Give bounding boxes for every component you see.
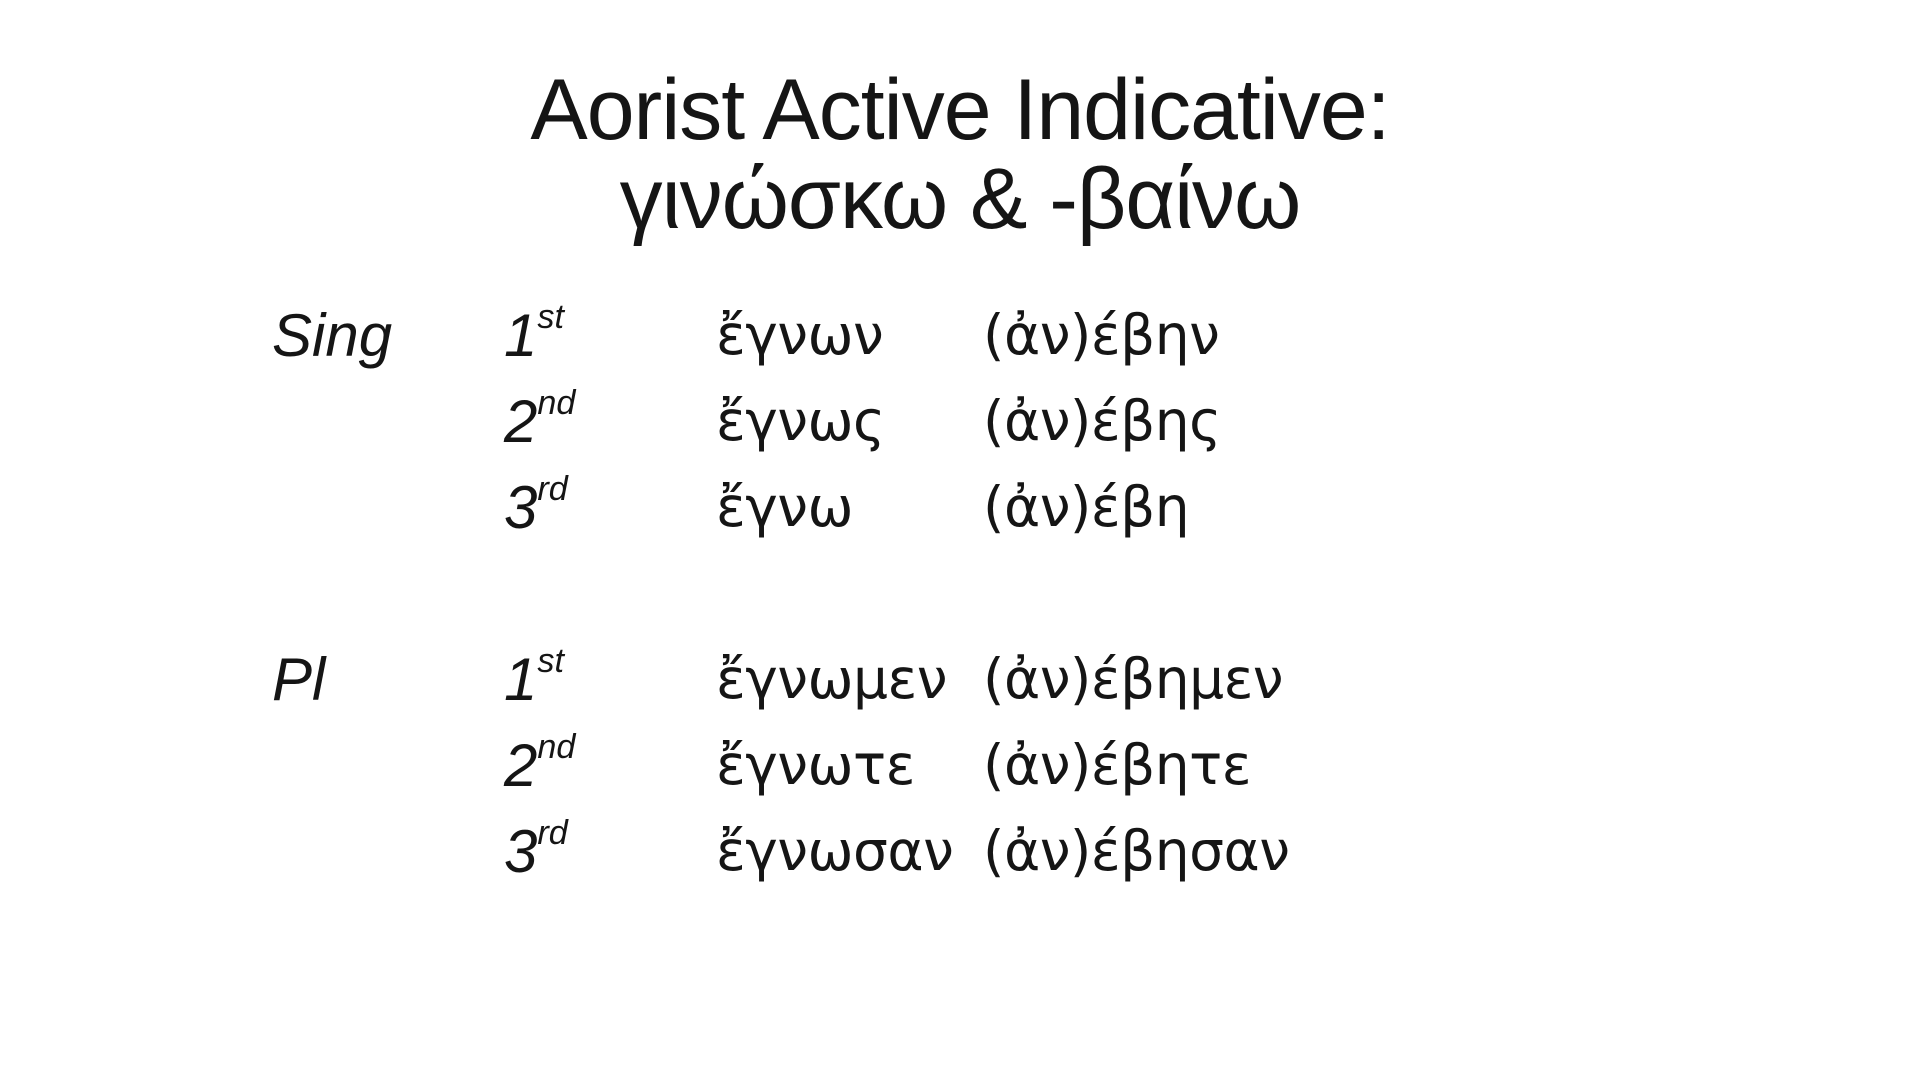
number-label-singular: Sing: [272, 301, 393, 369]
ginosko-form-3rd-sing: ἔγνω: [716, 475, 854, 539]
person-digit: 2: [504, 387, 538, 455]
ginosko-form-1st-sing: ἔγνων: [716, 303, 884, 367]
ordinal-suffix: nd: [537, 727, 576, 766]
person-label-1st-sing: [504, 292, 716, 378]
person-digit: 2: [504, 731, 538, 799]
empty-cell: [272, 722, 504, 808]
ordinal-suffix: nd: [537, 383, 576, 422]
person-digit: 3: [504, 473, 538, 541]
ginosko-form-2nd-pl: ἔγνωτε: [716, 733, 915, 797]
ordinal-suffix: st: [537, 641, 564, 680]
ordinal-suffix: rd: [537, 469, 568, 508]
ginosko-form-1st-pl: ἔγνωμεν: [716, 647, 948, 711]
slide-title-line1: Aorist Active Indicative:: [530, 62, 1390, 158]
slide-title: [0, 62, 1920, 247]
ginosko-form-2nd-sing: ἔγνως: [716, 389, 885, 453]
person-label-2nd-pl: [504, 722, 716, 808]
ordinal-suffix: st: [537, 297, 564, 336]
person-label-3rd-pl: [504, 808, 716, 894]
person-label-1st-pl: [504, 636, 716, 722]
baino-form-1st-pl: (ἀν)έβημεν: [983, 647, 1284, 711]
conjugation-table-plural: [272, 636, 1289, 894]
person-digit: 1: [504, 645, 538, 713]
ordinal-suffix: rd: [537, 813, 568, 852]
empty-cell: [272, 464, 504, 550]
empty-cell: [272, 378, 504, 464]
slide-title-line2: γινώσκω & -βαίνω: [619, 150, 1301, 247]
baino-form-3rd-sing: (ἀν)έβη: [983, 475, 1190, 539]
empty-cell: [272, 808, 504, 894]
person-label-3rd-sing: [504, 464, 716, 550]
baino-form-3rd-pl: (ἀν)έβησαν: [983, 819, 1290, 883]
ginosko-form-3rd-pl: ἔγνωσαν: [716, 819, 954, 883]
person-digit: 3: [504, 817, 538, 885]
person-digit: 1: [504, 301, 538, 369]
baino-form-2nd-pl: (ἀν)έβητε: [983, 733, 1251, 797]
person-label-2nd-sing: [504, 378, 716, 464]
baino-form-2nd-sing: (ἀν)έβης: [983, 389, 1221, 453]
conjugation-table-singular: [272, 292, 1221, 550]
number-label-plural: Pl: [272, 645, 326, 713]
baino-form-1st-sing: (ἀν)έβην: [983, 303, 1220, 367]
